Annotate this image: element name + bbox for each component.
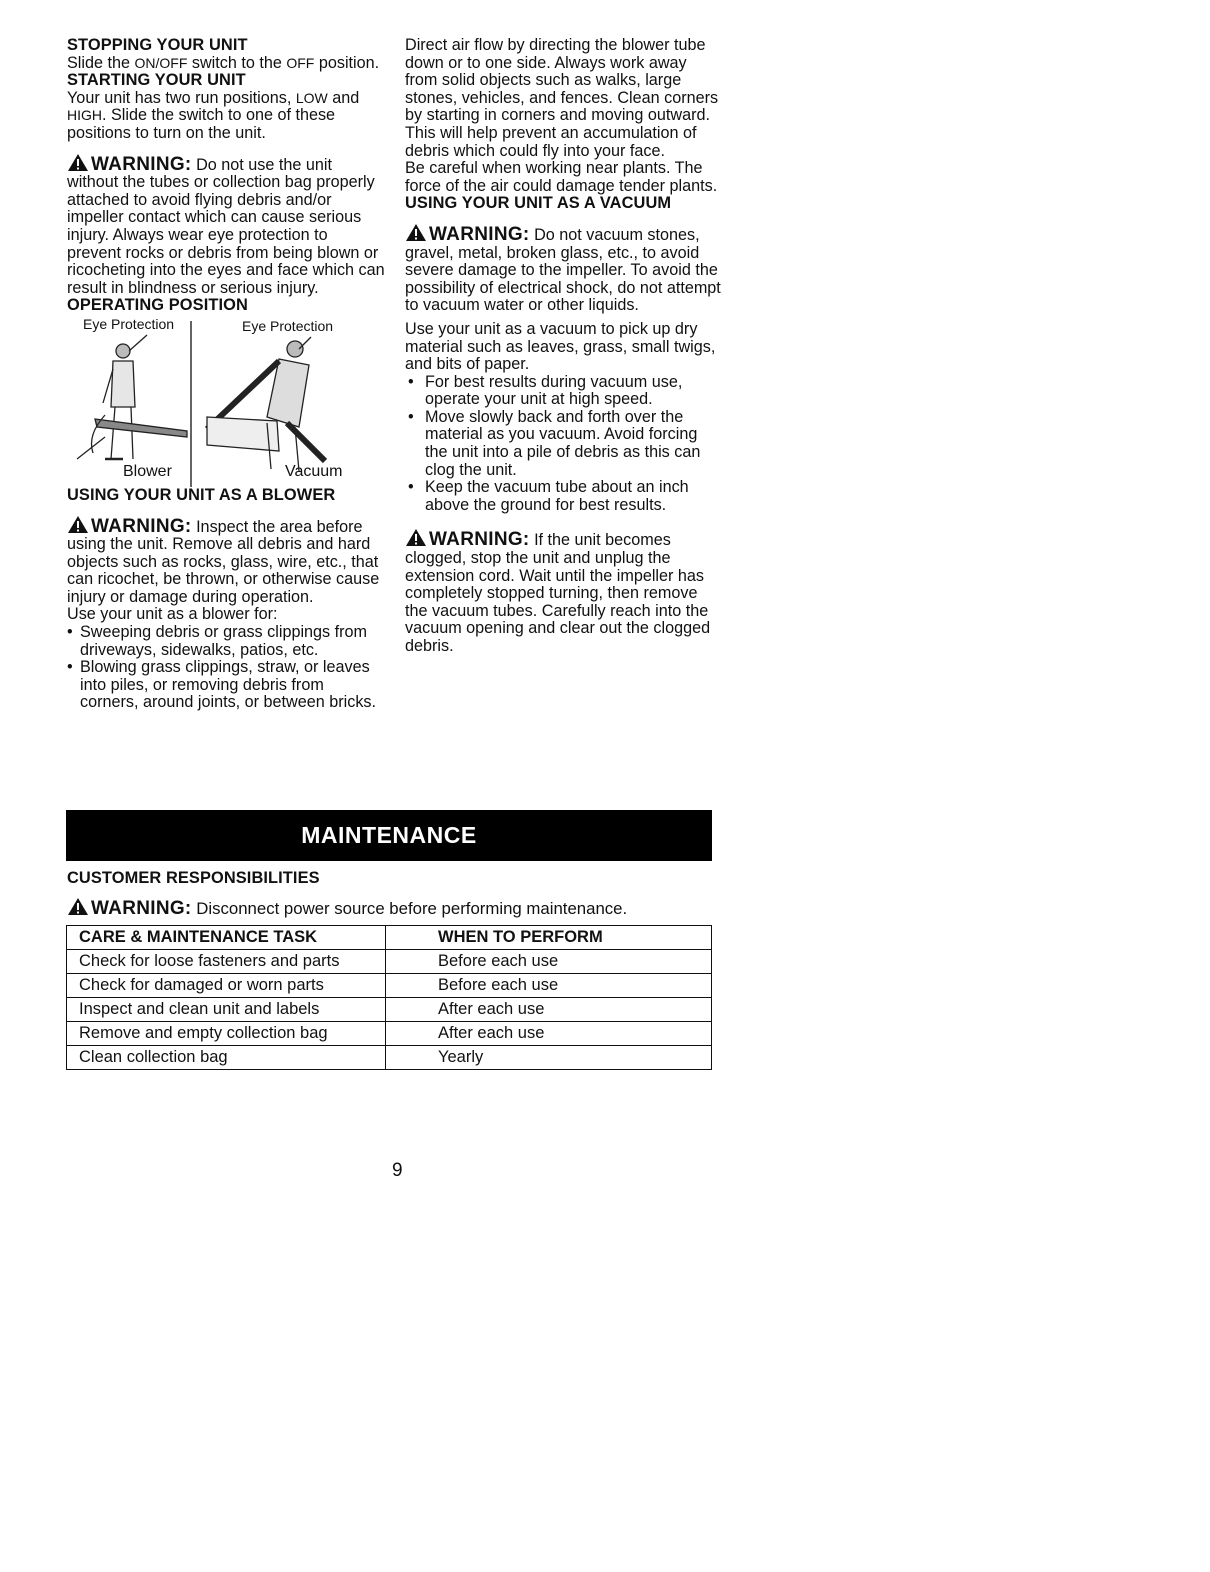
page-number: 9 [392, 1160, 403, 1181]
list-item: • Keep the vacuum tube about an inch above the ground for best results. [405, 479, 723, 514]
warning-inspect-area: WARNING: Inspect the area before using the unit. Remove all debris and hard objects such as rocks, glass, wire, etc., that can ricochet, be thrown, or otherwise cause injury or damage during operation. [67, 515, 380, 606]
column-header-task: CARE & MAINTENANCE TASK [67, 926, 386, 950]
task-cell: Remove and empty collection bag [67, 1022, 386, 1046]
when-cell: Before each use [386, 974, 712, 998]
blower-title: USING YOUR UNIT AS A BLOWER [67, 485, 336, 504]
vacuum-caption: Vacuum [285, 462, 343, 480]
task-cell: Check for damaged or worn parts [67, 974, 386, 998]
warning-eye-protection: WARNING: Do not use the unit without the tubes or collection bag properly attached to avoid flying debris and/or impeller contact which can cause serious injury. Always wear eye protection to prevent rocks or debris from being blown or ricocheting into the eyes and face which can result in blindness or serious injury. [67, 153, 385, 297]
blower-uses-list [67, 624, 385, 712]
when-cell: Yearly [386, 1046, 712, 1070]
warning-triangle-icon [405, 223, 427, 242]
table-row [67, 974, 712, 998]
column-header-when: WHEN TO PERFORM [386, 926, 712, 950]
stopping-title: STOPPING YOUR UNIT [67, 36, 248, 54]
warning-triangle-icon [67, 897, 89, 916]
table-row [67, 1022, 712, 1046]
warning-triangle-icon [405, 528, 427, 547]
maintenance-table [66, 925, 712, 1070]
task-cell: Inspect and clean unit and labels [67, 998, 386, 1022]
operating-position-figure [67, 315, 367, 487]
eye-protection-label-right: Eye Protection [242, 317, 334, 334]
list-item: • Blowing grass clippings, straw, or leaves into piles, or removing debris from corners, around joints, or between bricks. [67, 659, 385, 712]
right-column [405, 37, 723, 656]
stopping-text: Slide the ON/OFF switch to the OFF position. [67, 53, 380, 72]
customer-responsibilities-title: CUSTOMER RESPONSIBILITIES [67, 869, 320, 887]
blower-caption: Blower [123, 462, 172, 480]
maintenance-banner: MAINTENANCE [66, 810, 712, 861]
starting-text: Your unit has two run positions, LOW and HIGH. Slide the switch to one of these positions to turn on the unit. [67, 88, 360, 142]
plants-text: Be careful when working near plants. The force of the air could damage tender plants. [405, 159, 718, 195]
starting-title: STARTING YOUR UNIT [67, 71, 246, 90]
when-cell: After each use [386, 1022, 712, 1046]
blower-use-intro: Use your unit as a blower for: [67, 605, 278, 624]
warning-disconnect-power: WARNING: Disconnect power source before performing maintenance. [67, 897, 727, 920]
vacuum-operator-drawing [207, 337, 325, 471]
vacuum-tips-list [405, 374, 723, 515]
operator-illustration [67, 319, 367, 487]
when-cell: Before each use [386, 950, 712, 974]
eye-protection-label-left: Eye Protection [83, 315, 175, 332]
vacuum-use-text: Use your unit as a vacuum to pick up dry material such as leaves, grass, small twigs, and bits of paper. [405, 319, 716, 374]
list-item: • Move slowly back and forth over the material as you vacuum. Avoid forcing the unit into a pile of debris as this can clog the unit. [405, 409, 723, 479]
when-cell: After each use [386, 998, 712, 1022]
list-item: • For best results during vacuum use, operate your unit at high speed. [405, 374, 723, 409]
table-row [67, 1046, 712, 1070]
table-row [67, 998, 712, 1022]
airflow-text: Direct air flow by directing the blower tube down or to one side. Always work away from solid objects such as walks, large stones, vehicles, and fences. Clean corners by starting in corners and moving outward. This will help prevent an accumulation of debris which could fly into your face. [405, 36, 719, 160]
left-column [67, 37, 385, 712]
task-cell: Check for loose fasteners and parts [67, 950, 386, 974]
table-row [67, 950, 712, 974]
warning-triangle-icon [67, 515, 89, 534]
warning-clogged: WARNING: If the unit becomes clogged, stop the unit and unplug the extension cord. Wait until the impeller has completely stopped turning, then remove the vacuum tubes. Carefully reach into the vacuum opening and clear out the clogged debris. [405, 529, 711, 655]
vacuum-title: USING YOUR UNIT AS A VACUUM [405, 194, 672, 213]
table-header-row [67, 926, 712, 950]
blower-operator-drawing [77, 335, 187, 459]
task-cell: Clean collection bag [67, 1046, 386, 1070]
operating-title: OPERATING POSITION [67, 296, 248, 315]
warning-triangle-icon [67, 153, 89, 172]
warning-vacuum-objects: WARNING: Do not vacuum stones, gravel, metal, broken glass, etc., to avoid severe damage to the impeller. To avoid the possibility of electrical shock, do not attempt to vacuum water or other liquids. [405, 223, 721, 315]
list-item: • Sweeping debris or grass clippings from driveways, sidewalks, patios, etc. [67, 624, 385, 659]
